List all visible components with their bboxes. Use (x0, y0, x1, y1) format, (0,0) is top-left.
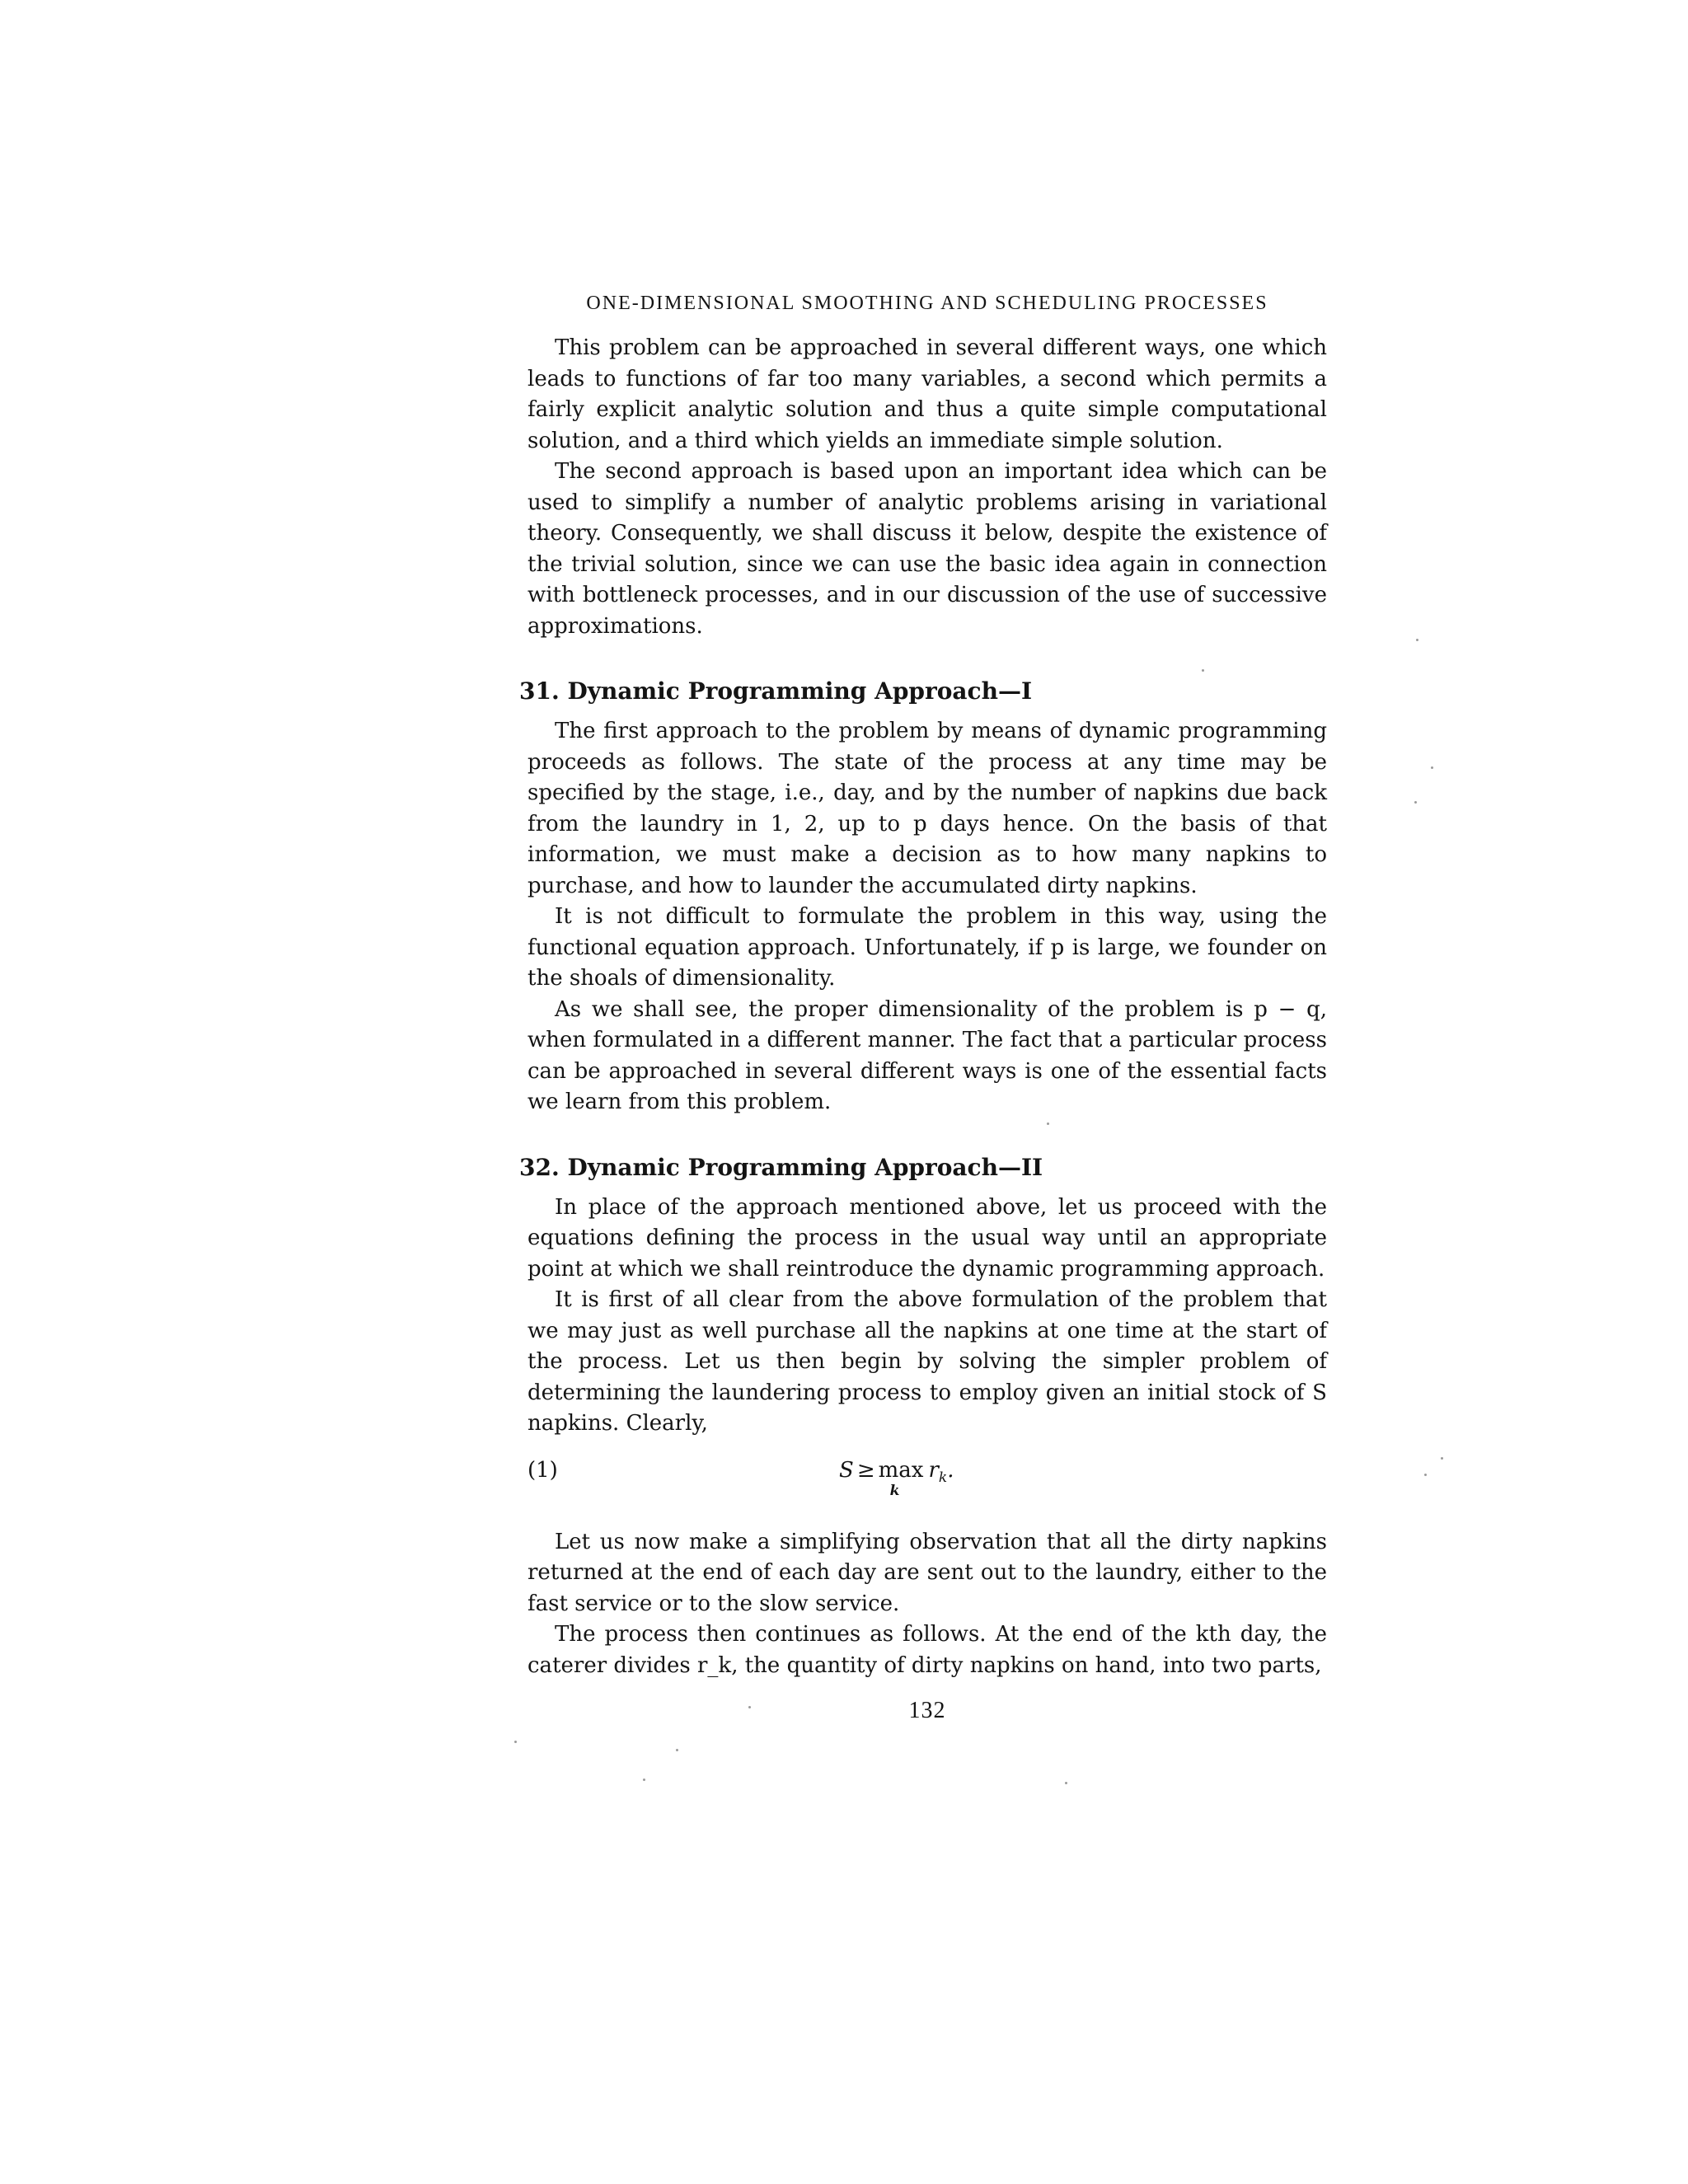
book-page (519, 293, 1327, 1724)
equation-lhs: S (839, 1457, 854, 1483)
scan-speck (1202, 669, 1204, 672)
section-32-paragraph-4: The process then continues as follows. At the end of the kth day, the caterer divides r_k, the quantity of dirty napkins on hand, into two parts, (528, 1622, 1327, 1678)
equation-subscript: k (938, 1469, 948, 1486)
equation-max-operator (878, 1457, 929, 1499)
scan-speck (1065, 1782, 1067, 1784)
scan-speck (1414, 801, 1417, 804)
scan-speck (1416, 639, 1418, 641)
equation-max-word: max (878, 1457, 924, 1483)
equation-1 (528, 1455, 1327, 1516)
scan-speck (1047, 1122, 1049, 1125)
running-head: ONE-DIMENSIONAL SMOOTHING AND SCHEDULING PROCESSES (586, 293, 1268, 314)
scan-speck (676, 1749, 678, 1751)
section-31-paragraph-2: It is not difficult to formulate the problem in this way, using the functional equation approach. Unfortunately, if p is large, we founder on the shoals of dimensionality. (528, 904, 1327, 991)
intro-paragraph-2: The second approach is based upon an important idea which can be used to simplify a number of analytic problems arising in variational theory. Consequently, we shall discuss it below, despite the existence of the trivial solution, since we can use the basic idea again in connection with bottleneck processes, and in our discussion of the use of successive approximations. (528, 459, 1327, 639)
equation-max-limit: k (889, 1482, 900, 1499)
section-32-paragraph-2: It is first of all clear from the above formulation of the problem that we may just as well purchase all the napkins at one time at the start of the process. Let us then begin by solving the simpler problem of determining the laundering process to employ given an initial stock of S napkins. Clearly, (528, 1287, 1327, 1436)
equation-variable: r (928, 1457, 939, 1483)
scan-speck (748, 1706, 751, 1708)
scan-speck (514, 1741, 517, 1743)
section-31-paragraph-1: The first approach to the problem by means of dynamic programming proceeds as follows. The state of the process at any time may be specified by the stage, i.e., day, and by the number of napkins due back from the laundry in 1, 2, up to p days hence. On the basis of that information, we must make a decision as to how many napkins to purchase, and how to launder the accumulated dirty napkins. (528, 719, 1327, 898)
page-number: 132 (908, 1698, 946, 1723)
equation-operator: ≥ (856, 1457, 875, 1483)
section-32-heading: 32. Dynamic Programming Approach—II (519, 1153, 1043, 1181)
scan-speck (1424, 1474, 1427, 1476)
scan-speck (1441, 1457, 1443, 1460)
section-32-paragraph-1: In place of the approach mentioned above, let us proceed with the equations defining the process in the usual way until an appropriate point at which we shall reintroduce the dynamic programming approach. (528, 1194, 1327, 1282)
intro-paragraph-1: This problem can be approached in several different ways, one which leads to functions of far too many variables, a second which permits a fairly explicit analytic solution and thus a quite simple computational solution, and a third which yields an immediate simple solution. (528, 335, 1327, 453)
equation-label: (1) (528, 1457, 558, 1483)
equation-body (839, 1457, 954, 1499)
section-31-paragraph-3: As we shall see, the proper dimensionality of the problem is p − q, when formulated in a different manner. The fact that a particular process can be approached in several different ways is one of the essential facts we learn from this problem. (528, 996, 1327, 1114)
scan-speck (1431, 766, 1433, 769)
section-32-paragraph-3: Let us now make a simplifying observation that all the dirty napkins returned at the end of each day are sent out to the laundry, either to the fast service or to the slow service. (528, 1529, 1327, 1616)
section-31-heading: 31. Dynamic Programming Approach—I (519, 677, 1033, 705)
scan-speck (643, 1779, 645, 1781)
equation-end: . (947, 1457, 954, 1483)
